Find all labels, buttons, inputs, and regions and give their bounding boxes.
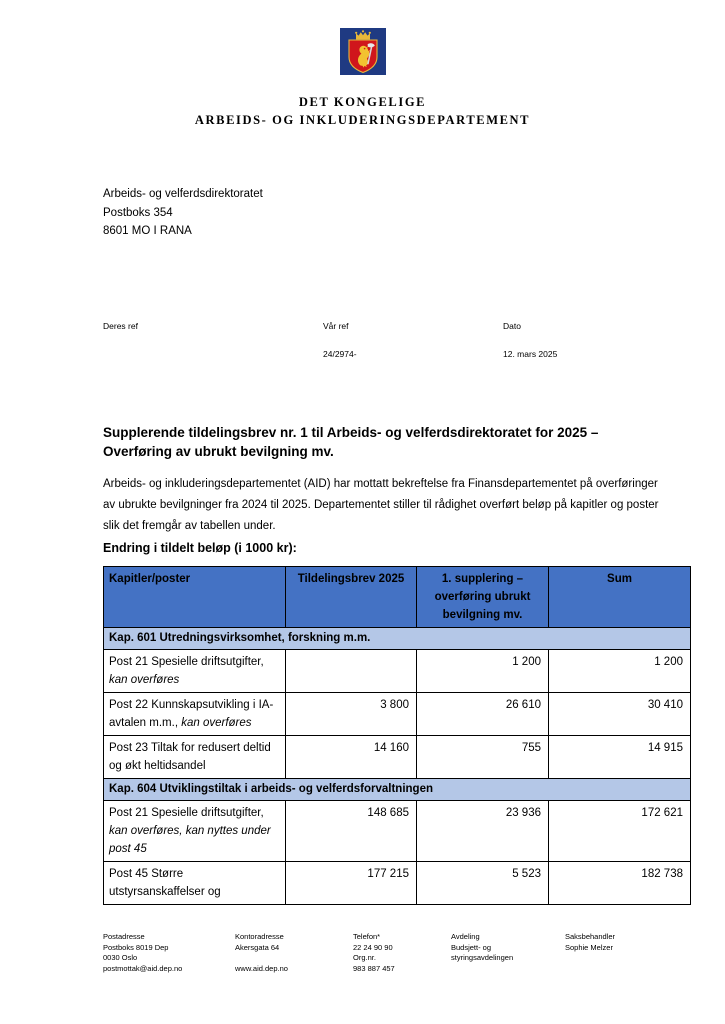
table-caption: Endring i tildelt beløp (i 1000 kr):: [103, 541, 297, 555]
row-label: Post 45 Større utstyrsanskaffelser og: [104, 862, 286, 905]
table-header-row: [104, 567, 691, 628]
table-row: [104, 801, 691, 862]
recipient-name: Arbeids- og velferdsdirektoratet: [103, 188, 263, 200]
column-header-kapitler: Kapitler/poster: [104, 567, 286, 628]
footer-column: [103, 932, 182, 974]
table-row: [104, 693, 691, 736]
footer-line: Akersgata 64: [235, 942, 280, 952]
recipient-city: 8601 MO I RANA: [103, 225, 192, 237]
row-value-supplering: 1 200: [417, 650, 549, 693]
row-value-supplering: 26 610: [417, 693, 549, 736]
letterhead: [0, 0, 725, 129]
budget-table: [103, 566, 691, 905]
var-ref-field: [323, 317, 357, 364]
row-value-supplering: 5 523: [417, 862, 549, 905]
footer-column: [235, 932, 288, 974]
section-label: Kap. 601 Utredningsvirksomhet, forskning m.m.: [104, 628, 691, 650]
row-label: Post 21 Spesielle driftsutgifter, kan overføres, kan nyttes under post 45: [104, 801, 286, 862]
section-label: Kap. 604 Utviklingstiltak i arbeids- og velferdsforvaltningen: [104, 779, 691, 801]
footer-column: [451, 932, 513, 974]
footer-line: Sophie Melzer: [565, 942, 613, 952]
footer-column-heading: Kontoradresse: [235, 932, 284, 941]
row-value-sum: 1 200: [549, 650, 691, 693]
recipient-postbox: Postboks 354: [103, 206, 173, 219]
row-label: Post 23 Tiltak for redusert deltid og økt heltidsandel: [104, 736, 286, 779]
deres-ref-field: [103, 317, 138, 345]
row-value-supplering: 755: [417, 736, 549, 779]
table-row: [104, 736, 691, 779]
row-value-tildelingsbrev: [286, 650, 417, 693]
department-title: [0, 93, 725, 129]
footer-column: [565, 932, 615, 974]
footer-column-heading: Telefon*: [353, 932, 381, 941]
table-row: [104, 650, 691, 693]
table-body: [104, 628, 691, 905]
dato-value: 12. mars 2025: [503, 349, 558, 359]
footer-line: Org.nr.: [353, 953, 376, 962]
row-value-sum: 172 621: [549, 801, 691, 862]
column-header-tildelingsbrev: Tildelingsbrev 2025: [286, 567, 417, 628]
footer-column-heading: Saksbehandler: [565, 932, 616, 941]
footer-line: Postboks 8019 Dep: [103, 942, 169, 952]
recipient-address-block: [103, 185, 263, 241]
row-value-tildelingsbrev: 177 215: [286, 862, 417, 905]
footer-line: styringsavdelingen: [451, 953, 514, 962]
table-section-row: [104, 628, 691, 650]
footer-line: 983 887 457: [353, 963, 395, 973]
dato-label: Dato: [503, 321, 521, 331]
row-value-sum: 30 410: [549, 693, 691, 736]
table-row: [104, 862, 691, 905]
footer-column: [353, 932, 395, 974]
var-ref-label: Vår ref: [323, 321, 349, 331]
column-header-supplering: 1. supplering – overføring ubrukt bevilgning mv.: [417, 567, 549, 628]
row-value-sum: 14 915: [549, 736, 691, 779]
footer-line: Budsjett- og: [451, 942, 492, 952]
row-value-tildelingsbrev: 148 685: [286, 801, 417, 862]
footer-column-heading: Avdeling: [451, 932, 480, 941]
department-title-line2: ARBEIDS- OG INKLUDERINGSDEPARTEMENT: [194, 113, 531, 128]
footer-line: 22 24 90 90: [353, 942, 393, 952]
document-headline: Supplerende tildelingsbrev nr. 1 til Arbeids- og velferdsdirektoratet for 2025 – Overføring av ubrukt bevilgning mv.: [103, 425, 599, 460]
table-section-row: [104, 779, 691, 801]
row-label: Post 21 Spesielle driftsutgifter, kan overføres: [104, 650, 286, 693]
row-value-supplering: 23 936: [417, 801, 549, 862]
norwegian-coat-of-arms-icon: [340, 28, 386, 85]
footer-line: 0030 Oslo: [103, 953, 138, 962]
intro-paragraph: Arbeids- og inkluderingsdepartementet (AID) har mottatt bekreftelse fra Finansdepartementet på overføringer av ubrukte bevilgninger fra 2024 til 2025. Departementet stiller til rådighet overført beløp på kapitler og poster slik det fremgår av tabellen under.: [103, 477, 659, 532]
row-label: Post 22 Kunnskapsutvikling i IA-avtalen m.m., kan overføres: [104, 693, 286, 736]
column-header-sum: Sum: [549, 567, 691, 628]
row-value-sum: 182 738: [549, 862, 691, 905]
var-ref-value: 24/2974-: [323, 349, 357, 359]
footer-line: www.aid.dep.no: [235, 963, 288, 973]
row-value-tildelingsbrev: 14 160: [286, 736, 417, 779]
deres-ref-label: Deres ref: [103, 321, 138, 331]
dato-field: [503, 317, 557, 364]
row-value-tildelingsbrev: 3 800: [286, 693, 417, 736]
footer-line: postmottak@aid.dep.no: [103, 963, 183, 973]
department-title-line1: DET KONGELIGE: [298, 95, 427, 109]
footer-column-heading: Postadresse: [103, 932, 145, 941]
